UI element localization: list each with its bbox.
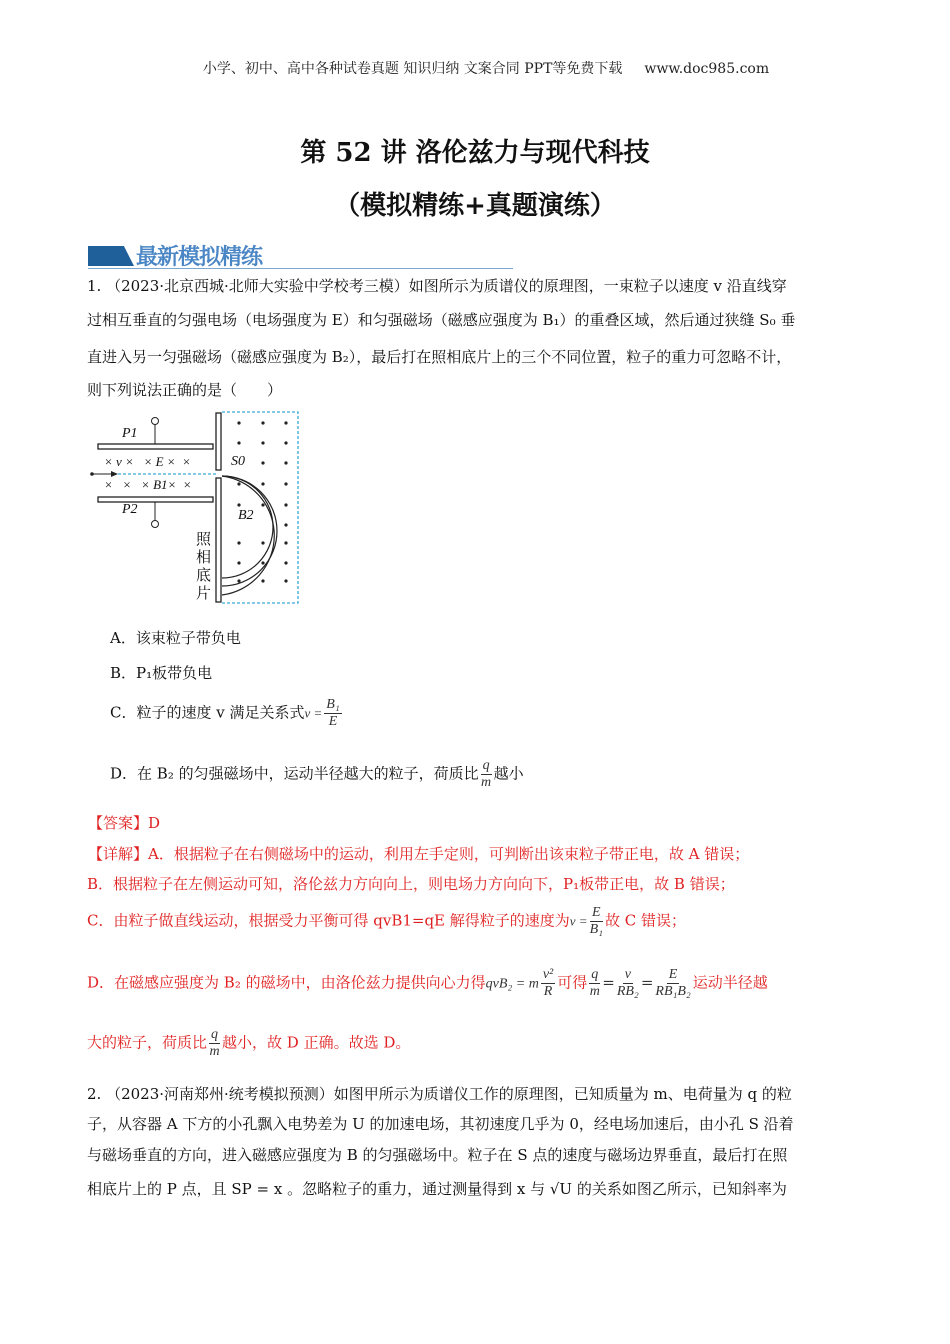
fraction [324,697,341,730]
fraction [589,967,600,1000]
q2-line: 与磁场垂直的方向，进入磁感应强度为 B 的匀强磁场中。粒子在 S 点的速度与磁场边界垂直，最后打在照 [87,1146,788,1164]
fraction [590,905,603,938]
explain-c [87,905,686,938]
numerator: v [624,967,631,982]
denominator: m [209,1044,220,1059]
mass-spectrometer-figure [88,408,303,606]
label-film: 照相底片 [196,530,212,602]
option-c[interactable] [110,697,344,730]
text: 大的粒子，荷质比 [87,1033,208,1052]
denominator: m [481,775,492,790]
fraction [617,967,639,1000]
label-p1: P1 [122,426,138,441]
text: 越小，故 D 正确。故选 D。 [222,1033,411,1052]
label-e-row: × v × × E × × [104,454,191,469]
section-banner [88,240,513,269]
fraction [541,967,555,1000]
q2-line: 2. （2023·河南郑州·统考模拟预测）如图甲所示为质谱仪工作的原理图，已知质量为 m、电荷量为 q 的粒 [87,1085,792,1103]
q1-line: 则下列说法正确的是（ ） [87,381,283,399]
q2-line: 子，从容器 A 下方的小孔飘入电势差为 U 的加速电场，其初速度几乎为 0，经电场加速后，由小孔 S 沿着 [87,1115,794,1133]
option-d[interactable] [110,758,524,791]
denominator: RB₂ [616,984,639,999]
option-d-text: D．在 B₂ 的匀强磁场中，运动半径越大的粒子，荷质比 [110,764,479,783]
page-title: 第 52 讲 洛伦兹力与现代科技 [300,138,650,168]
label-b2: B2 [238,508,254,523]
q1-line: 1. （2023·北京西城·北师大实验中学校考三模）如图所示为质谱仪的原理图，一束粒子以速度 v 沿直线穿 [87,277,787,295]
text: 故 C 错误； [605,911,687,930]
denominator: m [589,984,600,999]
option-c-text: C．粒子的速度 v 满足关系式 [110,703,305,722]
fraction [655,967,690,1000]
explain-e [87,1027,410,1060]
text: C．由粒子做直线运动，根据受力平衡可得 qvB1=qE 解得粒子的速度为 [87,911,570,930]
denominator: R [543,984,553,999]
denominator: B₁ [589,922,603,937]
denominator: E [328,714,338,729]
fraction [209,1027,220,1060]
numerator: B₁ [326,697,340,712]
numerator: q [482,758,490,773]
header-text: 小学、初中、高中各种试卷真题 知识归纳 文案合同 PPT等免费下载 [202,61,623,77]
explain-d: D．在磁感应强度为 B₂ 的磁场中，由洛伦兹力提供向心力得qvB₂ = m $\frac{\text{v²}}{R}$ 可得 $\frac{q}{m}$ = $\frac{v}{\text{RB₂}}$ = $\frac{E}{\text{RB₁B₂}}$ 运动半径越 [87,967,768,999]
explain-b: B．根据粒子在左侧运动可知，洛伦兹力方向向上，则电场力方向向下，P₁板带正电，故 B 错误； [87,875,735,893]
option-b[interactable]: B．P₁板带负电 [110,664,213,682]
numerator: v² [542,967,554,982]
numerator: E [668,967,678,982]
page-header [0,58,950,78]
numerator: E [592,905,601,920]
option-d-text: 越小 [493,764,524,783]
label-b1-row: × × × B1× × [104,477,192,492]
numerator: q [211,1027,219,1042]
header-url[interactable]: www.doc985.com [644,61,770,77]
math: qvB₂ = m [485,976,539,992]
numerator: q [591,967,599,982]
denominator: RB₁B₂ [655,984,691,999]
text: 运动半径越 [692,973,768,992]
label-p2: P2 [122,502,138,517]
math: v = [569,913,588,929]
q1-line: 过相互垂直的匀强电场（电场强度为 E）和匀强磁场（磁感应强度为 B₁）的重叠区域，然后通过狭缝 S₀ 垂 [87,311,796,329]
page-subtitle: （模拟精练+真题演练） [334,191,616,221]
option-a[interactable]: A．该束粒子带负电 [110,629,241,647]
q1-line: 直进入另一匀强磁场（磁感应强度为 B₂），最后打在照相底片上的三个不同位置，粒子的重力可忽略不计， [87,348,792,366]
math: v = [304,705,323,721]
text: 可得 [557,973,588,992]
section-title: 最新模拟精练 [136,245,263,270]
banner-block-icon [88,246,134,266]
label-s0: S0 [231,454,245,469]
q2-line: 相底片上的 P 点，且 SP = x 。忽略粒子的重力，通过测量得到 x 与 √U 的关系如图乙所示，已知斜率为 [87,1180,787,1198]
answer: 【答案】D [88,814,161,832]
fraction [481,758,492,791]
text: D．在磁感应强度为 B₂ 的磁场中，由洛伦兹力提供向心力得 [87,973,486,992]
explain-a: 【详解】A．根据粒子在右侧磁场中的运动，利用左手定则，可判断出该束粒子带正电，故 A 错误； [88,845,750,863]
